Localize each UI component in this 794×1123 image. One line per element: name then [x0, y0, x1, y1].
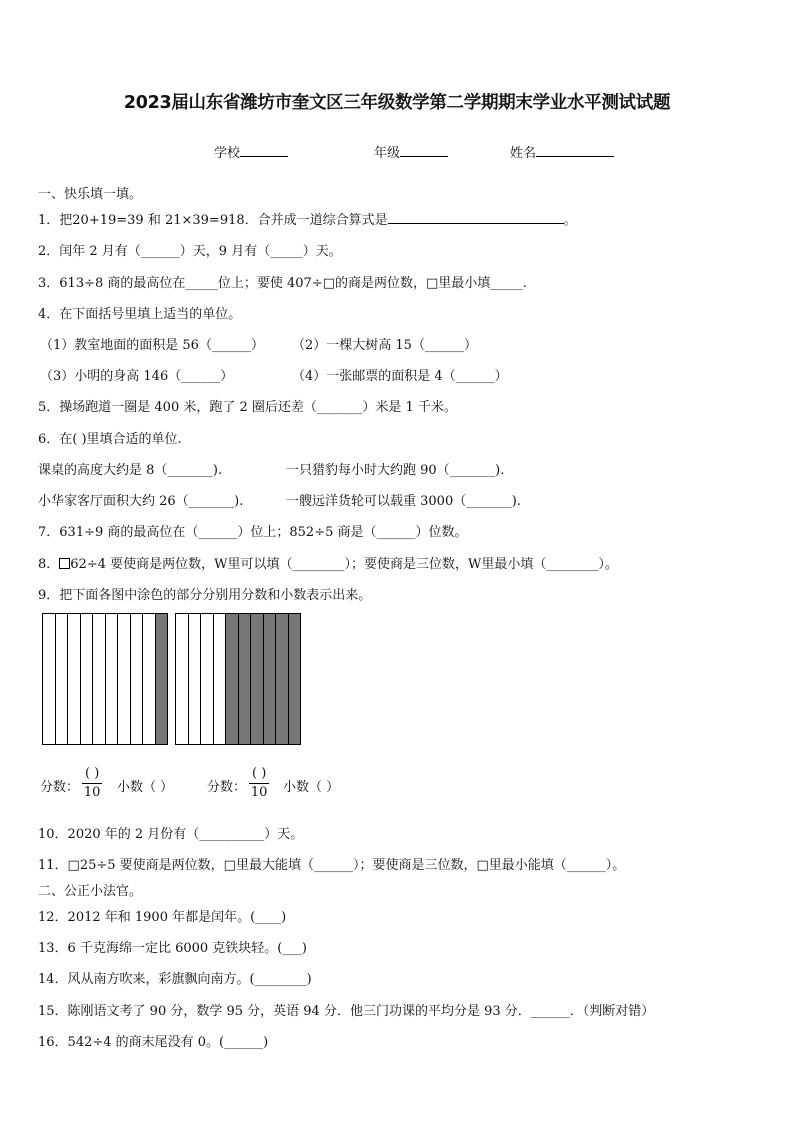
fraction-label-1: 分数：	[40, 780, 80, 795]
strip	[189, 614, 202, 744]
fraction-label-2: 分数：	[207, 780, 247, 795]
strip	[106, 614, 119, 744]
school-field	[214, 142, 288, 161]
fraction-figure-1	[42, 613, 168, 745]
question-6-c: 小华家客厅面积大约 26（_______).	[38, 494, 244, 509]
decimal-label-2[interactable]: 小数（ ）	[283, 780, 340, 795]
strip	[56, 614, 69, 744]
strip	[131, 614, 144, 744]
strip	[81, 614, 94, 744]
grade-label: 年级	[374, 146, 401, 161]
name-label: 姓名	[510, 146, 537, 161]
question-4: 4．在下面括号里填上适当的单位。	[38, 307, 242, 322]
question-2: 2．闰年 2 月有（______）天，9 月有（_____）天。	[38, 244, 342, 259]
decimal-label-1[interactable]: 小数（ ）	[117, 780, 174, 795]
strip	[93, 614, 106, 744]
fraction-1-numerator[interactable]: ( )	[82, 765, 102, 784]
section-1-heading: 一、快乐填一填。	[38, 187, 143, 202]
fraction-1	[82, 765, 102, 802]
page-title: 2023届山东省潍坊市奎文区三年级数学第二学期期末学业水平测试试题	[123, 93, 671, 113]
strip	[156, 614, 168, 744]
name-field	[510, 142, 614, 161]
strip	[43, 614, 56, 744]
name-blank[interactable]	[536, 143, 614, 157]
strip	[264, 614, 277, 744]
school-blank[interactable]	[240, 143, 288, 157]
question-12: 12．2012 年和 1900 年都是闰年。(____)	[38, 910, 287, 925]
question-4-4: （4）一张邮票的面积是 4（______）	[292, 369, 508, 384]
strip	[251, 614, 264, 744]
strip	[239, 614, 252, 744]
fraction-2-denominator: 10	[250, 785, 268, 800]
question-1-end: 。	[563, 213, 577, 228]
question-15: 15．陈刚语文考了 90 分，数学 95 分，英语 94 分．他三门功课的平均分是 93 分．______．（判断对错）	[38, 1004, 655, 1019]
fraction-figure-2	[175, 613, 301, 745]
strip	[176, 614, 189, 744]
fraction-2-numerator[interactable]: ( )	[249, 765, 269, 784]
question-8-number: 8．	[38, 557, 60, 572]
school-label: 学校	[214, 146, 241, 161]
question-6-d: 一艘远洋货轮可以载重 3000（_______).	[286, 494, 521, 509]
grade-field	[374, 142, 448, 161]
question-8	[38, 553, 618, 572]
strip	[143, 614, 156, 744]
question-14: 14．风从南方吹来，彩旗飘向南方。(________)	[38, 972, 312, 987]
question-8-text: 62÷4 要使商是两位数，W里可以填（________）；要使商是三位数，W里最小填（________）。	[70, 557, 618, 572]
question-3: 3．613÷8 商的最高位在_____位上；要使 407÷□的商是两位数，□里最小填_____.	[38, 276, 527, 291]
question-7: 7．631÷9 商的最高位在（______）位上；852÷5 商是（______）位数。	[38, 525, 468, 540]
fraction-1-denominator: 10	[83, 785, 101, 800]
question-9: 9．把下面各图中涂色的部分分别用分数和小数表示出来。	[38, 588, 372, 603]
section-2-heading: 二、公正小法官。	[38, 884, 143, 899]
question-4-1: （1）教室地面的面积是 56（______）	[40, 338, 264, 353]
question-13: 13．6 千克海绵一定比 6000 克铁块轻。(___)	[38, 941, 307, 956]
strip	[68, 614, 81, 744]
question-16: 16．542÷4 的商末尾没有 0。(______)	[38, 1035, 269, 1050]
question-11: 11．□25÷5 要使商是两位数，□里最大能填（______）；要使商是三位数，□里最小能填（______）。	[38, 858, 626, 873]
fraction-2	[249, 765, 269, 802]
question-4-3: （3）小明的身高 146（______）	[40, 369, 234, 384]
question-4-2: （2）一棵大树高 15（______）	[292, 338, 477, 353]
question-1	[38, 209, 577, 228]
question-1-blank[interactable]	[388, 210, 564, 224]
strip	[226, 614, 239, 744]
strip	[289, 614, 301, 744]
question-10: 10．2020 年的 2 月份有（__________）天。	[38, 827, 304, 842]
strip	[276, 614, 289, 744]
strip	[214, 614, 227, 744]
question-6-b: 一只猎豹每小时大约跑 90（_______).	[286, 463, 505, 478]
question-6: 6．在( )里填合适的单位.	[38, 432, 182, 447]
box-icon	[59, 558, 70, 569]
question-5: 5．操场跑道一圈是 400 米，跑了 2 圈后还差（_______）米是 1 千米。	[38, 400, 457, 415]
question-1-text: 1．把20+19=39 和 21×39=918．合并成一道综合算式是	[38, 213, 388, 228]
strip	[118, 614, 131, 744]
question-6-a: 课桌的高度大约是 8（_______).	[38, 463, 223, 478]
strip	[201, 614, 214, 744]
grade-blank[interactable]	[400, 143, 448, 157]
